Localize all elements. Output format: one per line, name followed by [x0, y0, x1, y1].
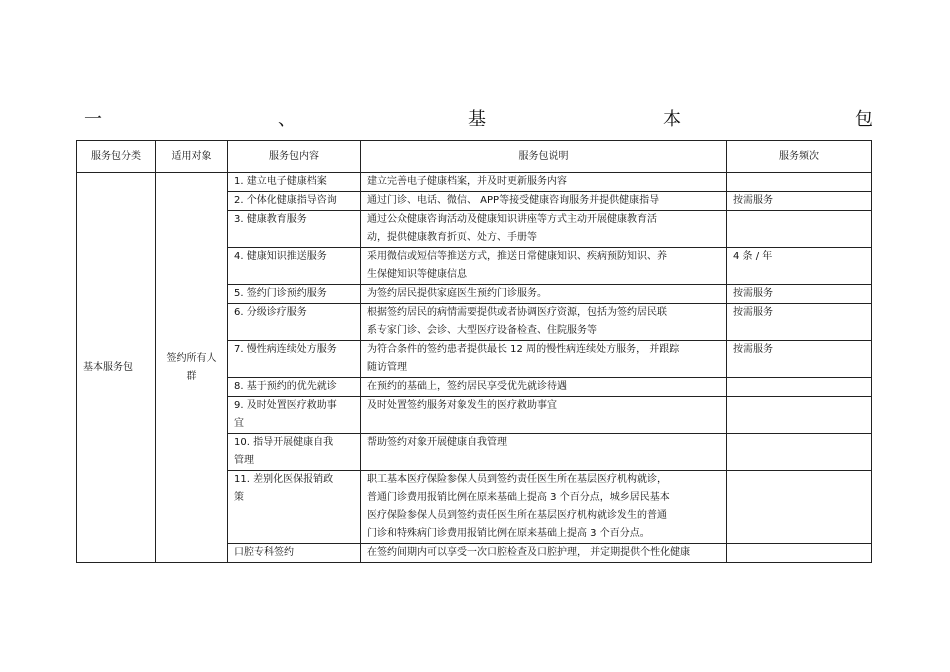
content-cell-line: 2. 个体化健康指导咨询	[234, 195, 337, 206]
content-cell-line: 宜	[234, 418, 244, 429]
frequency-cell	[727, 434, 872, 471]
content-cell-line: 1. 建立电子健康档案	[234, 176, 327, 187]
description-cell-line: 为签约居民提供家庭医生预约门诊服务。	[367, 288, 547, 299]
frequency-cell	[727, 378, 872, 397]
content-cell	[228, 471, 361, 544]
content-cell	[228, 211, 361, 248]
description-cell-line: 在签约间期内可以享受一次口腔检查及口腔护理， 并定期提供个性化健康	[367, 547, 691, 558]
content-cell-line: 4. 健康知识推送服务	[234, 251, 327, 262]
content-cell-line: 10. 指导开展健康自我	[234, 437, 334, 448]
description-cell	[361, 192, 727, 211]
description-cell	[361, 471, 727, 544]
description-cell-line: 采用微信或短信等推送方式，推送日常健康知识、疾病预防知识、养	[367, 251, 667, 262]
frequency-cell: 按需服务	[727, 192, 872, 211]
content-cell	[228, 248, 361, 285]
description-cell-line: 系专家门诊、会诊、大型医疗设备检查、住院服务等	[367, 325, 597, 336]
description-cell	[361, 378, 727, 397]
description-cell	[361, 341, 727, 378]
content-cell-line: 3. 健康教育服务	[234, 214, 307, 225]
description-cell	[361, 211, 727, 248]
content-cell-line: 5. 签约门诊预约服务	[234, 288, 327, 299]
description-cell-line: 生保健知识等健康信息	[367, 269, 467, 280]
description-cell	[361, 544, 727, 563]
description-cell-line: 随访管理	[367, 362, 407, 373]
frequency-cell	[727, 397, 872, 434]
table-header-row	[77, 141, 872, 173]
description-cell-line: 通过公众健康咨询活动及健康知识讲座等方式主动开展健康教育活	[367, 214, 657, 225]
content-cell-line: 口腔专科签约	[234, 547, 294, 558]
table-row	[77, 173, 872, 192]
content-cell-line: 11. 差别化医保报销政	[234, 474, 334, 485]
header-description: 服务包说明	[361, 141, 727, 173]
content-cell	[228, 378, 361, 397]
description-cell-line: 医疗保险参保人员到签约责任医生所在基层医疗机构就诊发生的普通	[367, 510, 667, 521]
description-cell-line: 帮助签约对象开展健康自我管理	[367, 437, 507, 448]
description-cell-line: 建立完善电子健康档案，并及时更新服务内容	[367, 176, 567, 187]
description-cell-line: 普通门诊费用报销比例在原来基础上提高 3 个百分点，城乡居民基本	[367, 492, 670, 503]
content-cell-line: 策	[234, 492, 244, 503]
header-category: 服务包分类	[77, 141, 156, 173]
content-cell	[228, 192, 361, 211]
description-cell	[361, 248, 727, 285]
content-cell-line: 9. 及时处置医疗救助事	[234, 400, 337, 411]
frequency-cell	[727, 211, 872, 248]
description-cell-line: 为符合条件的签约患者提供最长 12 周的慢性病连续处方服务， 并跟踪	[367, 344, 680, 355]
description-cell-line: 动，提供健康教育折页、处方、手册等	[367, 232, 537, 243]
description-cell-line: 在预约的基础上，签约居民享受优先就诊待遇	[367, 381, 567, 392]
frequency-cell	[727, 471, 872, 544]
content-cell-line: 8. 基于预约的优先就诊	[234, 381, 337, 392]
content-cell-line: 7. 慢性病连续处方服务	[234, 344, 337, 355]
heading-char: 、	[278, 109, 296, 130]
description-cell-line: 通过门诊、电话、微信、 APP等接受健康咨询服务并提供健康指导	[367, 195, 660, 206]
content-cell	[228, 285, 361, 304]
frequency-cell	[727, 544, 872, 563]
frequency-cell: 按需服务	[727, 341, 872, 378]
description-cell	[361, 434, 727, 471]
content-cell-line: 6. 分级诊疗服务	[234, 307, 307, 318]
description-cell-line: 门诊和特殊病门诊费用报销比例在原来基础上提高 3 个百分点。	[367, 528, 650, 539]
service-package-table	[76, 140, 872, 563]
heading-char: 包	[855, 109, 873, 130]
header-frequency: 服务频次	[727, 141, 872, 173]
header-content: 服务包内容	[228, 141, 361, 173]
frequency-cell: 4 条 / 年	[727, 248, 872, 285]
heading-char: 本	[663, 109, 681, 130]
description-cell	[361, 304, 727, 341]
content-cell	[228, 397, 361, 434]
content-cell	[228, 341, 361, 378]
content-cell	[228, 544, 361, 563]
section-heading	[80, 108, 875, 132]
description-cell	[361, 285, 727, 304]
frequency-cell: 按需服务	[727, 304, 872, 341]
category-cell: 基本服务包	[77, 173, 156, 563]
header-target: 适用对象	[156, 141, 228, 173]
description-cell-line: 职工基本医疗保险参保人员到签约责任医生所在基层医疗机构就诊，	[367, 474, 667, 485]
content-cell	[228, 304, 361, 341]
description-cell	[361, 173, 727, 192]
description-cell-line: 及时处置签约服务对象发生的医疗救助事宜	[367, 400, 557, 411]
description-cell	[361, 397, 727, 434]
frequency-cell	[727, 173, 872, 192]
content-cell	[228, 434, 361, 471]
heading-char: 一	[84, 109, 102, 130]
target-cell: 签约所有人群	[156, 173, 228, 563]
heading-char: 基	[468, 109, 486, 130]
content-cell-line: 管理	[234, 455, 254, 466]
frequency-cell: 按需服务	[727, 285, 872, 304]
description-cell-line: 根据签约居民的病情需要提供或者协调医疗资源，包括为签约居民联	[367, 307, 667, 318]
content-cell	[228, 173, 361, 192]
